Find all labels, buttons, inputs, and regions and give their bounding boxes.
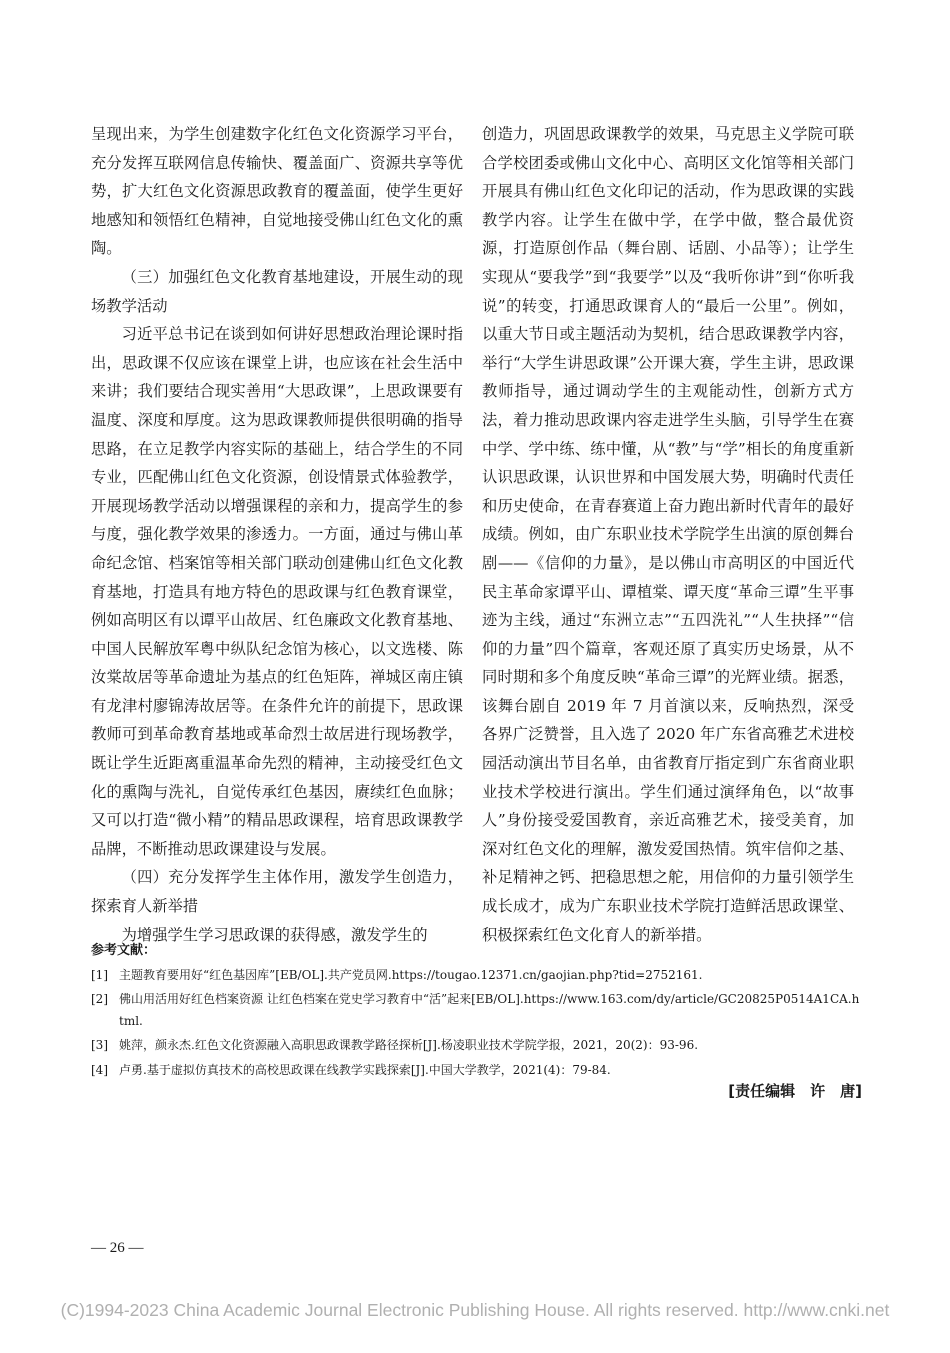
reference-text: 主题教育要用好“红色基因库”[EB/OL].共产党员网.https://tougao.12371.cn/gaojian.php?tid=2752161. [119, 967, 703, 982]
copyright-watermark: (C)1994-2023 China Academic Journal Electronic Publishing House. All rights reserved. http://www.cnki.net [60, 1300, 890, 1320]
reference-text: 卢勇.基于虚拟仿真技术的高校思政课在线教学实践探索[J].中国大学教学，2021(4)：79-84. [119, 1062, 611, 1077]
reference-item [91, 965, 863, 987]
page-number: — 26 — [91, 1240, 144, 1256]
right-column [482, 120, 854, 949]
paragraph: 创造力，巩固思政课教学的效果，马克思主义学院可联合学校团委或佛山文化中心、高明区文化馆等相关部门开展具有佛山红色文化印记的活动，作为思政课的实践教学内容。让学生在做中学，在学中做，整合最优资源，打造原创作品（舞台剧、话剧、小品等）；让学生实现从“要我学”到“我要学”以及“我听你讲”到“你听我说”的转变，打通思政课育人的“最后一公里”。例如，以重大节日或主题活动为契机，结合思政课教学内容，举行“大学生讲思政课”公开课大赛，学生主讲，思政课教师指导，通过调动学生的主观能动性，创新方式方法，着力推动思政课内容走进学生头脑，引导学生在赛中学、学中练、练中懂，从“教”与“学”相长的角度重新认识思政课，认识世界和中国发展大势，明确时代责任和历史使命，在青春赛道上奋力跑出新时代青年的最好成绩。例如，由广东职业技术学院学生出演的原创舞台剧——《信仰的力量》，是以佛山市高明区的中国近代民主革命家谭平山、谭植棠、谭天度“革命三谭”生平事迹为主线，通过“东洲立志”“五四洗礼”“人生抉择”“信仰的力量”四个篇章，客观还原了真实历史场景，从不同时期和多个角度反映“革命三谭”的光辉业绩。据悉，该舞台剧自 2019 年 7 月首演以来，反响热烈，深受各界广泛赞誉，且入选了 2020 年广东省高雅艺术进校园活动演出节目名单，由省教育厅指定到广东省商业职业技术学校进行演出。学生们通过演绎角色，以“故事人”身份接受爱国教育，亲近高雅艺术，接受美育，加深对红色文化的理解，激发爱国热情。筑牢信仰之基、补足精神之钙、把稳思想之舵，用信仰的力量引领学生成长成才，成为广东职业技术学院打造鲜活思政课堂、积极探索红色文化育人的新举措。 [482, 125, 854, 944]
references [91, 940, 863, 1084]
section-heading-4: （四）充分发挥学生主体作用，激发学生创造力，探索育人新举措 [91, 868, 463, 916]
responsible-editor: [责任编辑 许 唐] [728, 1082, 862, 1100]
references-title: 参考文献： [91, 943, 157, 958]
reference-text: 姚萍，颜永杰.红色文化资源融入高职思政课教学路径探析[J].杨凌职业技术学院学报，2021，20(2)：93-96. [119, 1038, 699, 1052]
left-column [91, 120, 463, 949]
reference-item [91, 989, 863, 1032]
reference-number: [1] [91, 967, 108, 982]
reference-item [91, 1035, 863, 1057]
paragraph: 为增强学生学习思政课的获得感，激发学生的 [121, 925, 428, 944]
section-heading-3: （三）加强红色文化教育基地建设，开展生动的现场教学活动 [91, 267, 463, 315]
paragraph: 呈现出来，为学生创建数字化红色文化资源学习平台，充分发挥互联网信息传输快、覆盖面广、资源共享等优势，扩大红色文化资源思政教育的覆盖面，使学生更好地感知和领悟红色精神，自觉地接受佛山红色文化的熏陶。 [91, 125, 463, 258]
reference-number: [2] [91, 992, 108, 1006]
reference-number: [3] [91, 1038, 108, 1052]
paragraph: 习近平总书记在谈到如何讲好思想政治理论课时指出，思政课不仅应该在课堂上讲，也应该在社会生活中来讲；我们要结合现实善用“大思政课”，上思政课要有温度、深度和厚度。这为思政课教师提供很明确的指导思路，在立足教学内容实际的基础上，结合学生的不同专业，匹配佛山红色文化资源，创设情景式体验教学，开展现场教学活动以增强课程的亲和力，提高学生的参与度，强化教学效果的渗透力。一方面，通过与佛山革命纪念馆、档案馆等相关部门联动创建佛山红色文化教育基地，打造具有地方特色的思政课与红色教育课堂，例如高明区有以谭平山故居、红色廉政文化教育基地、中国人民解放军粤中纵队纪念馆为核心，以文选楼、陈汝棠故居等革命遗址为基点的红色矩阵，禅城区南庄镇有龙津村廖锦涛故居等。在条件允许的前提下，思政课教师可到革命教育基地或革命烈士故居进行现场教学，既让学生近距离重温革命先烈的精神，主动接受红色文化的熏陶与洗礼，自觉传承红色基因，赓续红色血脉；又可以打造“微小精”的精品思政课程，培育思政课教学品牌，不断推动思政课建设与发展。 [91, 325, 463, 858]
reference-text: 佛山用活用好红色档案资源 让红色档案在党史学习教育中“活”起来[EB/OL].https://www.163.com/dy/article/GC20825P0514A1CA.html. [119, 992, 860, 1028]
reference-item [91, 1060, 863, 1082]
reference-number: [4] [91, 1062, 108, 1077]
